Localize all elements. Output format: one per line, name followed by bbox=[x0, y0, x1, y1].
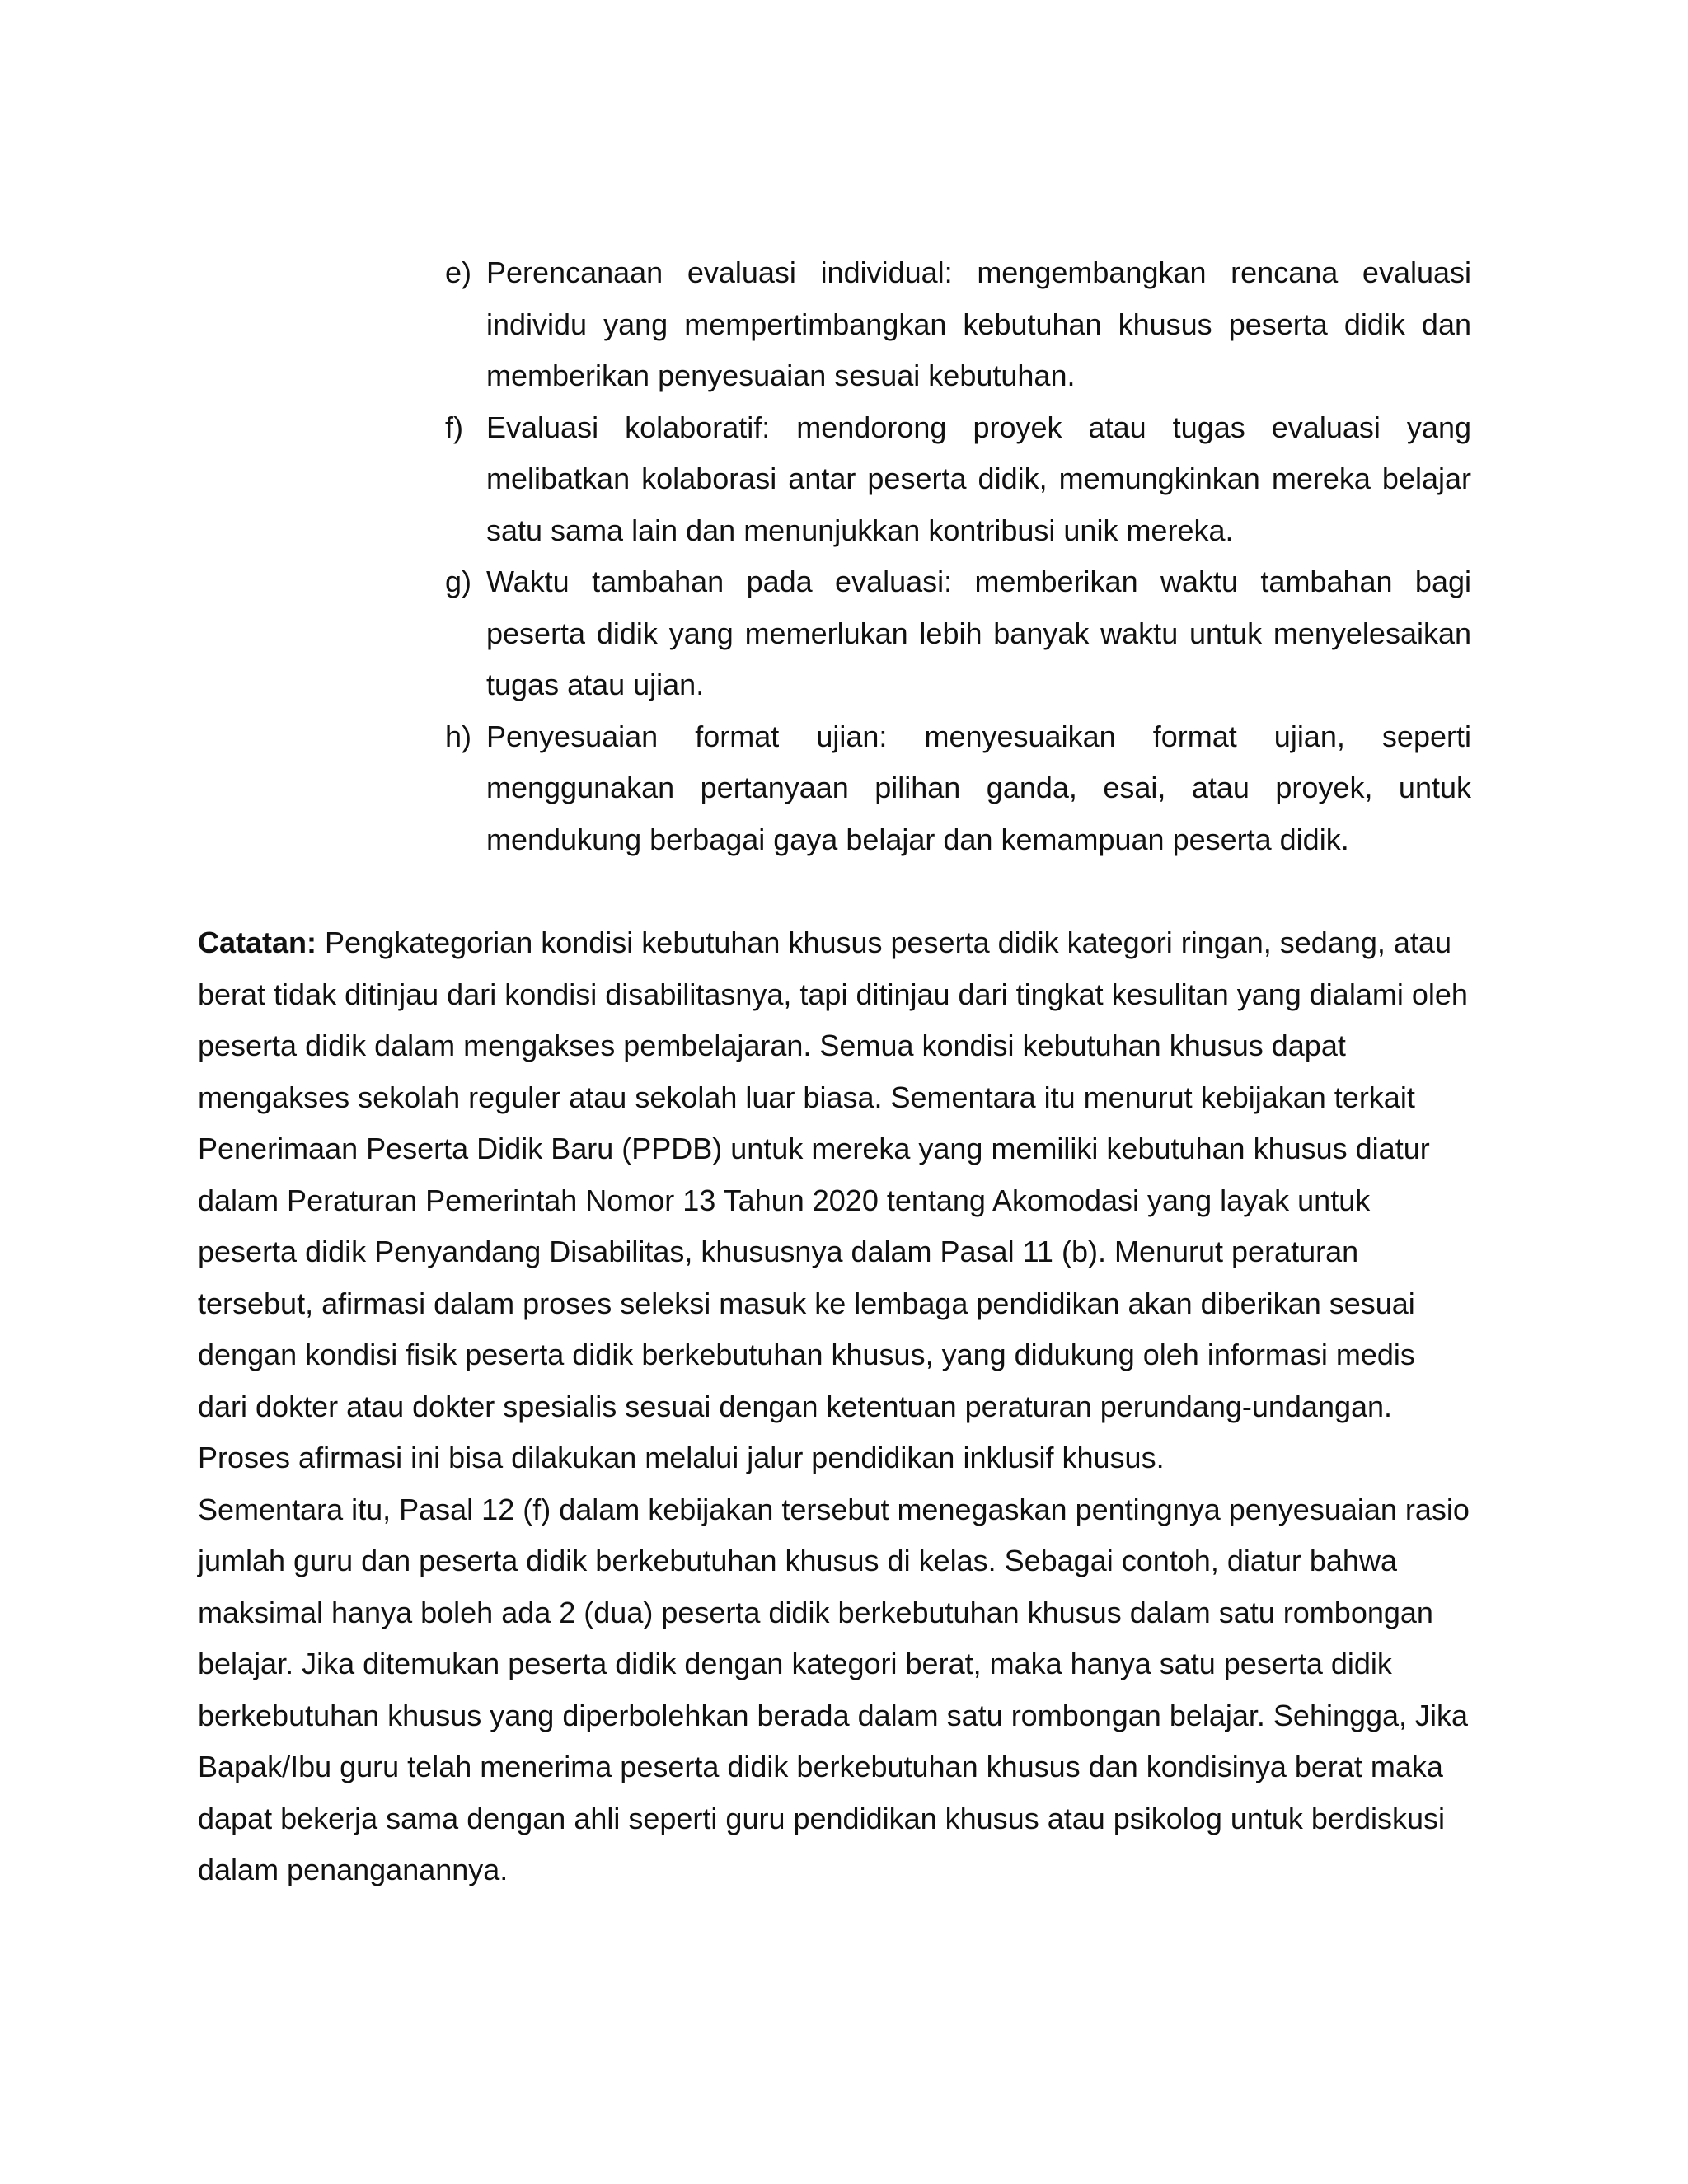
list-item-e bbox=[445, 247, 1471, 402]
list-marker: g) bbox=[445, 565, 472, 598]
list-item-h bbox=[445, 711, 1471, 866]
list-item-g bbox=[445, 556, 1471, 711]
note-paragraph-1-text: Pengkategorian kondisi kebutuhan khusus peserta didik kategori ringan, sedang, atau berat tidak ditinjau dari kondisi disabilitasnya, tapi ditinjau dari tingkat kesulitan yang dialami oleh peserta didik dalam mengakses pembelajaran. Semua kondisi kebutuhan khusus dapat mengakses sekolah reguler atau sekolah luar biasa. Sementara itu menurut kebijakan terkait Penerimaan Peserta Didik Baru (PPDB) untuk mereka yang memiliki kebutuhan khusus diatur dalam Peraturan Pemerintah Nomor 13 Tahun 2020 tentang Akomodasi yang layak untuk peserta didik Penyandang Disabilitas, khususnya dalam Pasal 11 (b). Menurut peraturan tersebut, afirmasi dalam proses seleksi masuk ke lembaga pendidikan akan diberikan sesuai dengan kondisi fisik peserta didik berkebutuhan khusus, yang didukung oleh informasi medis dari dokter atau dokter spesialis sesuai dengan ketentuan peraturan perundang-undangan. Proses afirmasi ini bisa dilakukan melalui jalur pendidikan inklusif khusus. bbox=[198, 926, 1468, 1474]
list-item-f bbox=[445, 402, 1471, 557]
list-item-text: Penyesuaian format ujian: menyesuaikan format ujian, seperti menggunakan pertanyaan pilihan ganda, esai, atau proyek, untuk mendukung berbagai gaya belajar dan kemampuan peserta didik. bbox=[486, 719, 1471, 856]
list-marker: e) bbox=[445, 255, 472, 289]
note-label: Catatan: bbox=[198, 926, 317, 959]
list-item-text: Evaluasi kolaboratif: mendorong proyek atau tugas evaluasi yang melibatkan kolaborasi antar peserta didik, memungkinkan mereka belajar satu sama lain dan menunjukkan kontribusi unik mereka. bbox=[486, 410, 1471, 547]
note-paragraph-1 bbox=[198, 917, 1471, 1484]
note-paragraph-2: Sementara itu, Pasal 12 (f) dalam kebijakan tersebut menegaskan pentingnya penyesuaian rasio jumlah guru dan peserta didik berkebutuhan khusus di kelas. Sebagai contoh, diatur bahwa maksimal hanya boleh ada 2 (dua) peserta didik berkebutuhan khusus dalam satu rombongan belajar. Jika ditemukan peserta didik dengan kategori berat, maka hanya satu peserta didik berkebutuhan khusus yang diperbolehkan berada dalam satu rombongan belajar. Sehingga, Jika Bapak/Ibu guru telah menerima peserta didik berkebutuhan khusus dan kondisinya berat maka dapat bekerja sama dengan ahli seperti guru pendidikan khusus atau psikolog untuk berdiskusi dalam penanganannya. bbox=[198, 1492, 1470, 1886]
list-item-text: Waktu tambahan pada evaluasi: memberikan waktu tambahan bagi peserta didik yang memerlukan lebih banyak waktu untuk menyelesaikan tugas atau ujian. bbox=[486, 565, 1471, 701]
list-marker: f) bbox=[445, 410, 463, 444]
evaluation-list bbox=[445, 247, 1471, 865]
list-marker: h) bbox=[445, 719, 472, 753]
list-item-text: Perencanaan evaluasi individual: mengembangkan rencana evaluasi individu yang mempertimbangkan kebutuhan khusus peserta didik dan memberikan penyesuaian sesuai kebutuhan. bbox=[486, 255, 1471, 392]
note-section bbox=[198, 917, 1471, 1896]
